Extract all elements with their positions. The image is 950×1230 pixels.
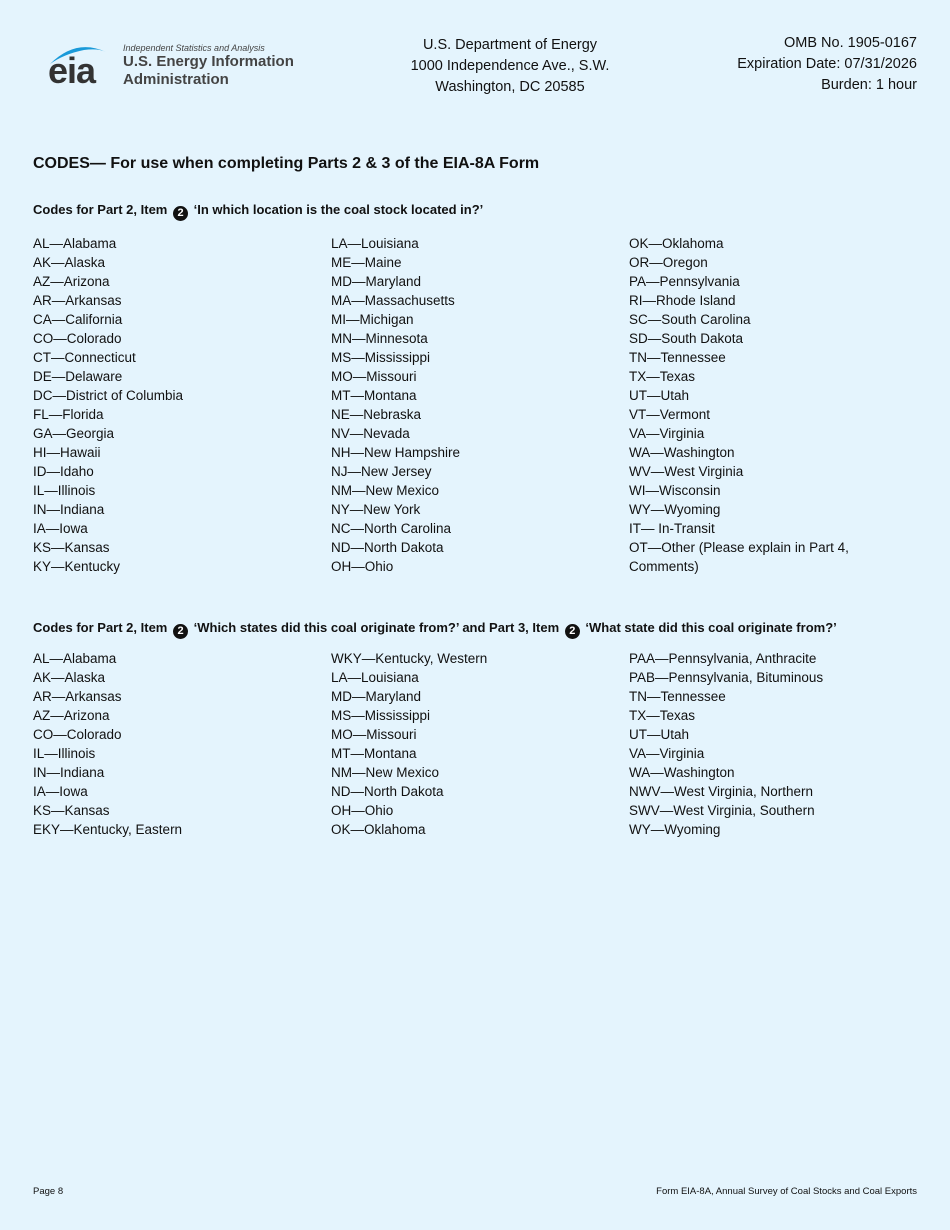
code-column xyxy=(331,649,621,839)
code-item: ME—Maine xyxy=(331,255,402,270)
code-column xyxy=(331,234,621,576)
code-item: NC—North Carolina xyxy=(331,521,452,536)
section2-heading xyxy=(33,620,837,639)
code-item: CA—California xyxy=(33,312,123,327)
item-number-badge: 2 xyxy=(173,624,188,639)
code-item: PAA—Pennsylvania, Anthracite xyxy=(629,651,817,666)
code-column xyxy=(33,649,323,839)
code-item: TX—Texas xyxy=(629,369,696,384)
code-item: MD—Maryland xyxy=(331,274,422,289)
code-item: Comments) xyxy=(629,559,699,574)
code-item: MA—Massachusetts xyxy=(331,293,455,308)
code-item: AZ—Arizona xyxy=(33,708,110,723)
code-item: KS—Kansas xyxy=(33,803,110,818)
code-item: UT—Utah xyxy=(629,727,690,742)
code-item: EKY—Kentucky, Eastern xyxy=(33,822,183,837)
code-item: MO—Missouri xyxy=(331,369,417,384)
address-line: U.S. Department of Energy xyxy=(422,37,598,53)
code-item: OR—Oregon xyxy=(629,255,708,270)
code-item: FL—Florida xyxy=(33,407,104,422)
code-item: IA—Iowa xyxy=(33,784,88,799)
item-number-badge: 2 xyxy=(565,624,580,639)
omb-number: OMB No. 1905-0167 xyxy=(784,35,917,51)
code-item: VA—Virginia xyxy=(629,426,705,441)
code-item: VA—Virginia xyxy=(629,746,705,761)
code-item: OT—Other (Please explain in Part 4, xyxy=(629,540,849,555)
code-item: ND—North Dakota xyxy=(331,540,444,555)
code-item: OK—Oklahoma xyxy=(629,236,724,251)
code-item: VT—Vermont xyxy=(629,407,711,422)
code-item: HI—Hawaii xyxy=(33,445,101,460)
code-item: IL—Illinois xyxy=(33,746,96,761)
code-item: OK—Oklahoma xyxy=(331,822,426,837)
heading-text: ‘What state did this coal originate from?’ xyxy=(585,620,837,635)
code-item: NJ—New Jersey xyxy=(331,464,432,479)
code-item: WY—Wyoming xyxy=(629,502,721,517)
code-item: AZ—Arizona xyxy=(33,274,110,289)
code-column xyxy=(33,234,323,576)
code-item: DE—Delaware xyxy=(33,369,123,384)
code-column xyxy=(629,234,919,576)
code-item: RI—Rhode Island xyxy=(629,293,736,308)
code-item: MD—Maryland xyxy=(331,689,422,704)
omb-info xyxy=(737,33,917,96)
code-item: CO—Colorado xyxy=(33,727,122,742)
code-item: NE—Nebraska xyxy=(331,407,422,422)
item-number-badge: 2 xyxy=(173,206,188,221)
code-item: DC—District of Columbia xyxy=(33,388,184,403)
heading-text: ‘In which location is the coal stock located in?’ xyxy=(193,202,484,217)
code-item: NM—New Mexico xyxy=(331,483,440,498)
code-item: NWV—West Virginia, Northern xyxy=(629,784,814,799)
agency-name-line2: Administration xyxy=(123,71,229,88)
code-item: SD—South Dakota xyxy=(629,331,744,346)
code-item: TX—Texas xyxy=(629,708,696,723)
code-item: UT—Utah xyxy=(629,388,690,403)
code-item: AK—Alaska xyxy=(33,670,106,685)
code-item: ID—Idaho xyxy=(33,464,94,479)
code-item: MN—Minnesota xyxy=(331,331,428,346)
heading-text: Codes for Part 2, Item xyxy=(33,620,168,635)
code-item: LA—Louisiana xyxy=(331,236,419,251)
agency-name xyxy=(123,43,294,89)
code-item: ND—North Dakota xyxy=(331,784,444,799)
code-item: AL—Alabama xyxy=(33,651,117,666)
code-item: PA—Pennsylvania xyxy=(629,274,740,289)
code-column xyxy=(629,649,919,839)
heading-text: ‘Which states did this coal originate from?’ and Part 3, Item xyxy=(193,620,560,635)
code-item: KS—Kansas xyxy=(33,540,110,555)
code-item: NH—New Hampshire xyxy=(331,445,461,460)
code-item: IA—Iowa xyxy=(33,521,88,536)
code-item: KY—Kentucky xyxy=(33,559,121,574)
code-item: MS—Mississippi xyxy=(331,350,431,365)
code-item: AR—Arkansas xyxy=(33,293,122,308)
eia-logo-mark: eia xyxy=(48,50,96,91)
code-item: CT—Connecticut xyxy=(33,350,136,365)
code-item: NV—Nevada xyxy=(331,426,410,441)
code-item: NY—New York xyxy=(331,502,421,517)
code-item: AK—Alaska xyxy=(33,255,106,270)
code-item: WA—Washington xyxy=(629,765,735,780)
department-address xyxy=(380,35,640,98)
tagline: Independent Statistics and Analysis xyxy=(123,43,265,53)
address-line: Washington, DC 20585 xyxy=(435,79,585,95)
code-item: OH—Ohio xyxy=(331,803,394,818)
code-item: IN—Indiana xyxy=(33,502,105,517)
code-item: CO—Colorado xyxy=(33,331,122,346)
code-item: SC—South Carolina xyxy=(629,312,751,327)
heading-text: Codes for Part 2, Item xyxy=(33,202,168,217)
burden: Burden: 1 hour xyxy=(821,77,917,93)
code-item: MS—Mississippi xyxy=(331,708,431,723)
code-item: TN—Tennessee xyxy=(629,350,726,365)
agency-name-line1: U.S. Energy Information xyxy=(123,53,294,70)
section1-heading xyxy=(33,202,483,221)
code-item: MT—Montana xyxy=(331,388,417,403)
page-title: CODES— For use when completing Parts 2 & 3 of the EIA-8A Form xyxy=(33,155,540,172)
code-item: WKY—Kentucky, Western xyxy=(331,651,488,666)
code-item: WV—West Virginia xyxy=(629,464,744,479)
code-item: MO—Missouri xyxy=(331,727,417,742)
expiration-date: Expiration Date: 07/31/2026 xyxy=(737,56,917,72)
form-title-footer: Form EIA-8A, Annual Survey of Coal Stocks and Coal Exports xyxy=(656,1186,917,1197)
code-item: MT—Montana xyxy=(331,746,417,761)
code-item: NM—New Mexico xyxy=(331,765,440,780)
code-item: WI—Wisconsin xyxy=(629,483,721,498)
code-item: GA—Georgia xyxy=(33,426,115,441)
page-number: Page 8 xyxy=(33,1186,64,1197)
code-item: LA—Louisiana xyxy=(331,670,419,685)
code-item: IT— In-Transit xyxy=(629,521,715,536)
code-item: AR—Arkansas xyxy=(33,689,122,704)
code-item: IL—Illinois xyxy=(33,483,96,498)
code-item: MI—Michigan xyxy=(331,312,414,327)
code-item: OH—Ohio xyxy=(331,559,394,574)
code-item: WY—Wyoming xyxy=(629,822,721,837)
code-item: IN—Indiana xyxy=(33,765,105,780)
code-item: SWV—West Virginia, Southern xyxy=(629,803,815,818)
code-item: PAB—Pennsylvania, Bituminous xyxy=(629,670,824,685)
code-item: AL—Alabama xyxy=(33,236,117,251)
code-item: TN—Tennessee xyxy=(629,689,726,704)
code-item: WA—Washington xyxy=(629,445,735,460)
address-line: 1000 Independence Ave., S.W. xyxy=(410,58,610,74)
